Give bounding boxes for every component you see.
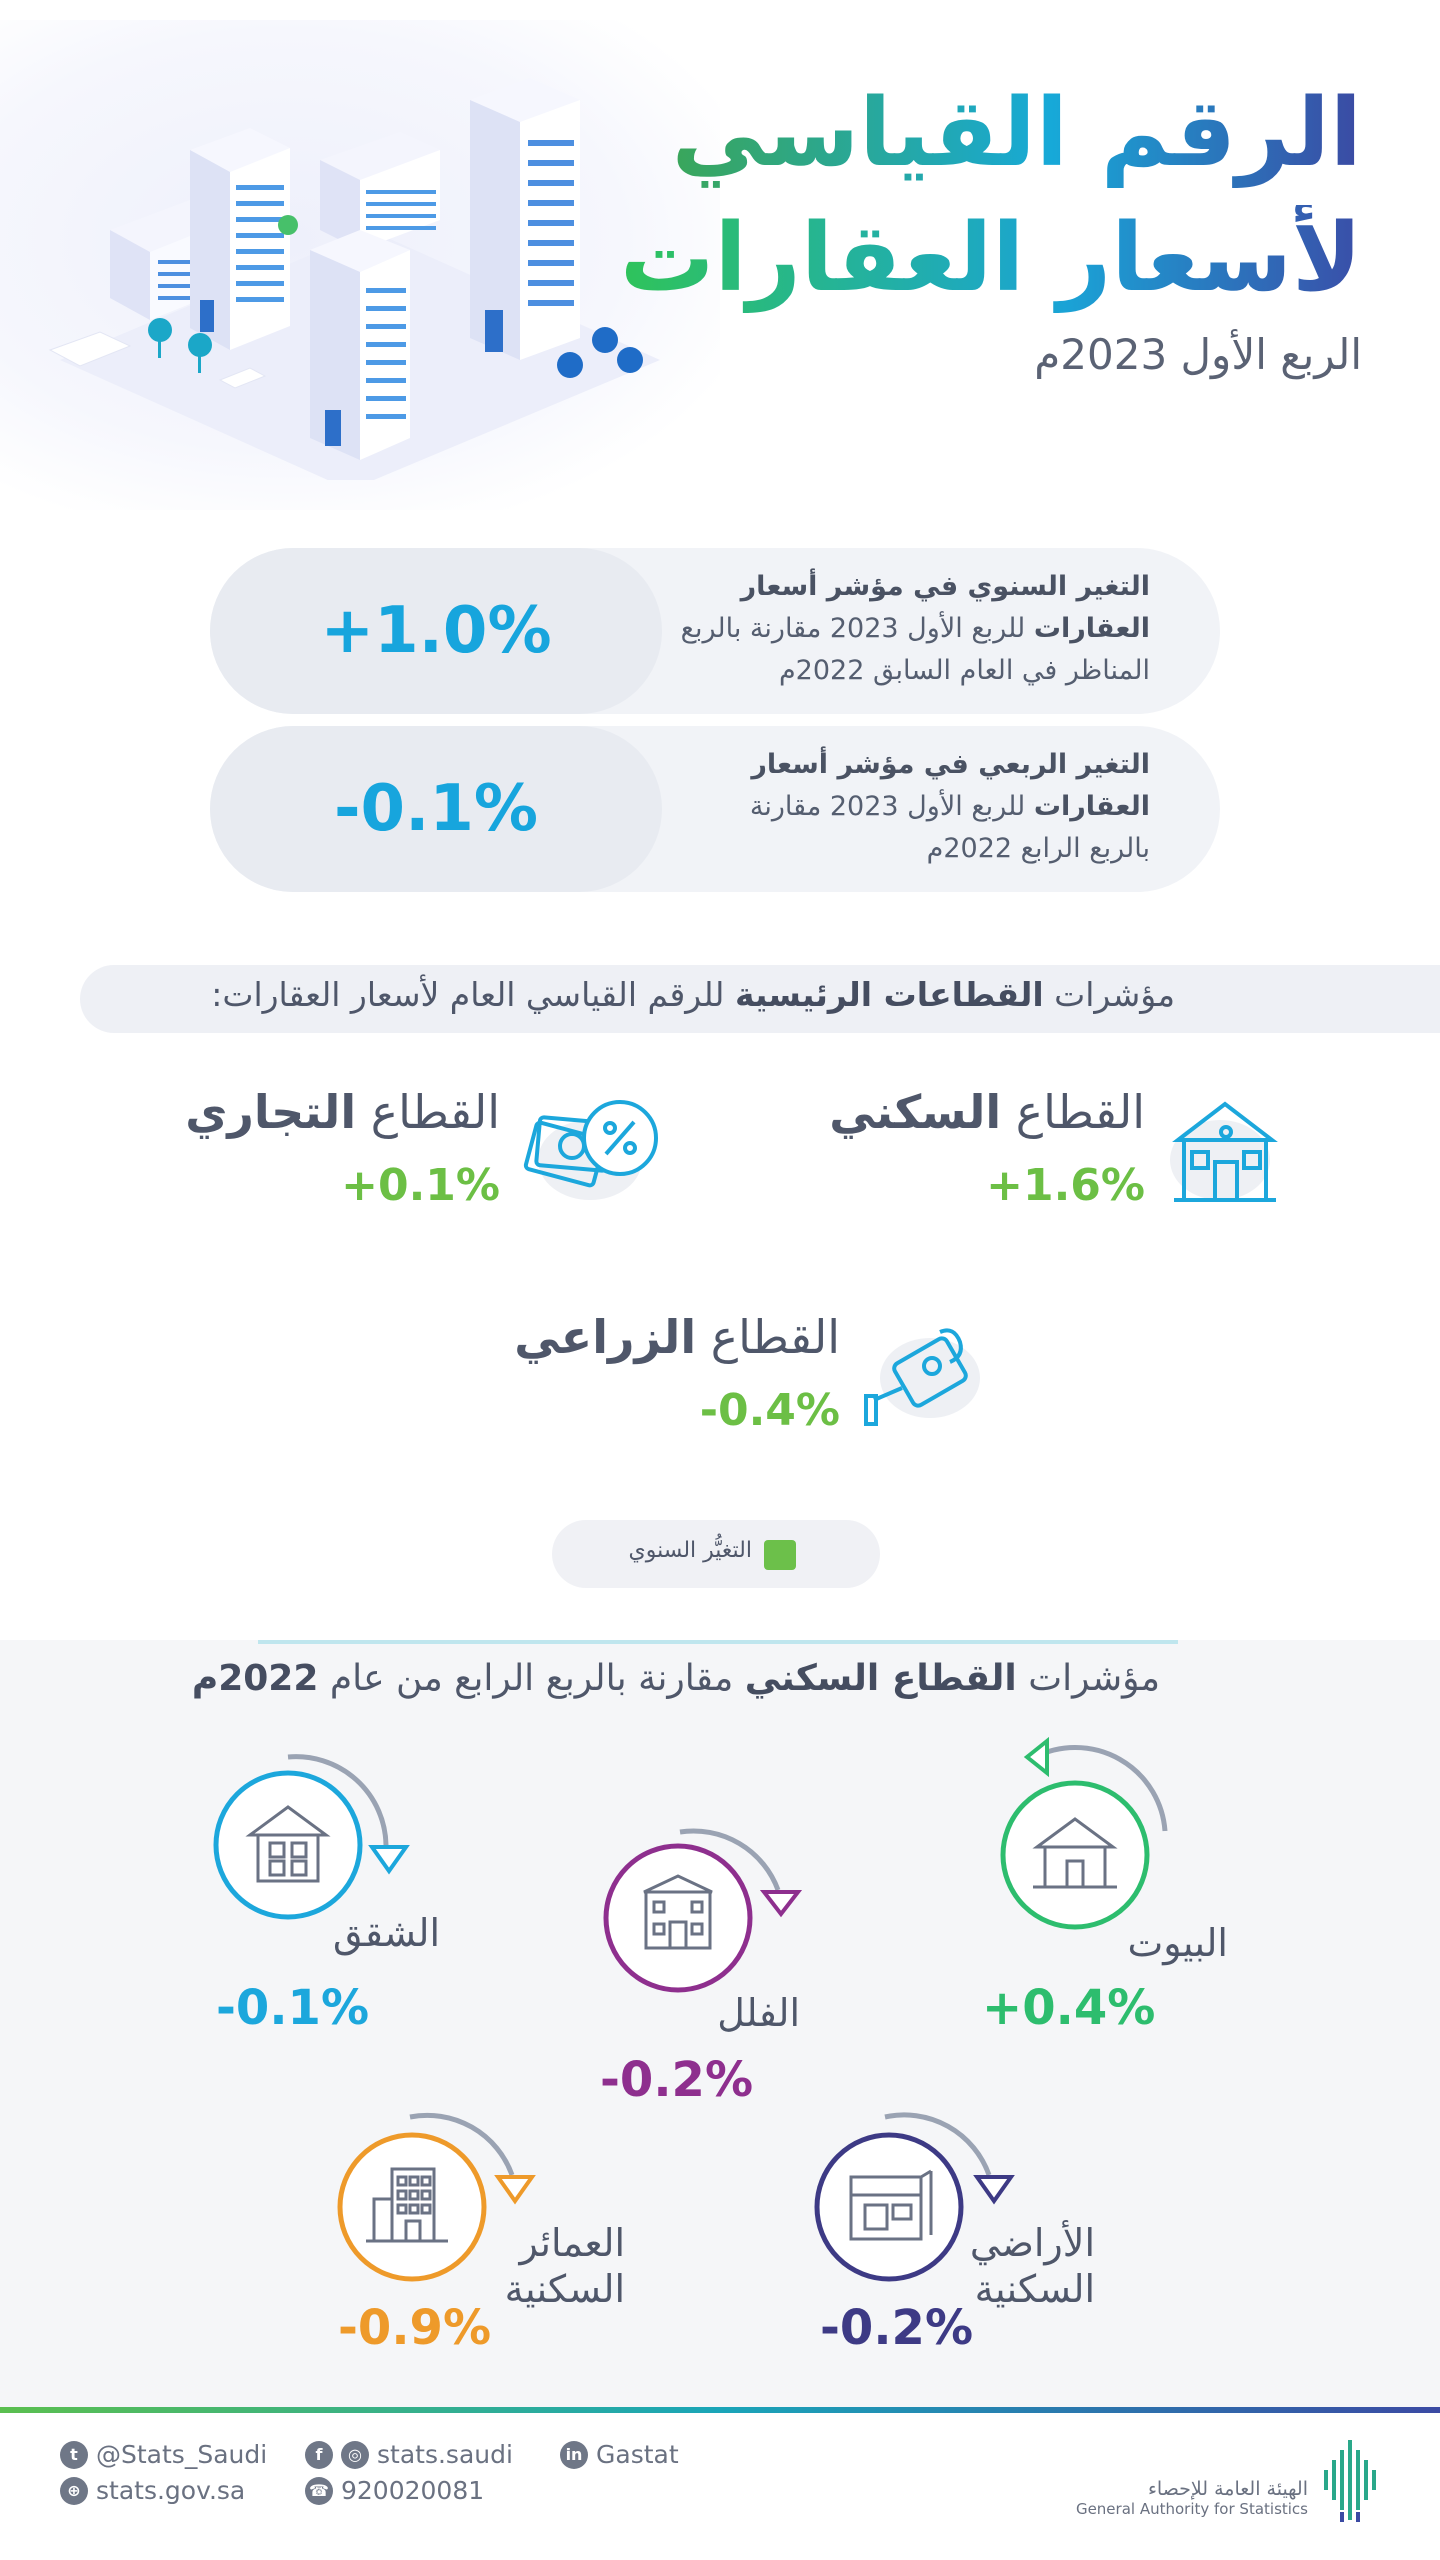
houses-label: البيوت — [1127, 1921, 1228, 1965]
sector-agricultural-value: -0.4% — [699, 1385, 840, 1436]
legend — [552, 1520, 880, 1588]
footer-social[interactable] — [305, 2440, 513, 2469]
footer-website[interactable] — [60, 2476, 245, 2505]
house-icon — [1160, 1090, 1290, 1210]
phone-icon: ☎ — [305, 2477, 333, 2505]
sector-agricultural-label: القطاع — [710, 1310, 840, 1364]
houses-value: +0.4% — [982, 1980, 1156, 2036]
facebook-icon: f — [305, 2441, 333, 2469]
gastat-logo-icon — [1318, 2440, 1388, 2530]
res-title-pre: مؤشرات — [1028, 1658, 1160, 1699]
apartments-label: الشقق — [333, 1911, 440, 1955]
subtitle-quarter: الربع الأول 2023م — [1034, 330, 1362, 379]
sectors-title — [211, 975, 1175, 1014]
quarterly-change-desc: للربع الأول 2023 مقارنة بالربع الرابع 2022م — [749, 791, 1150, 864]
residential-buildings-label-line2: السكنية — [504, 2267, 625, 2311]
footer-twitter[interactable] — [60, 2440, 267, 2469]
money-percent-icon — [520, 1090, 670, 1210]
footer-social-handle: stats.saudi — [377, 2440, 513, 2469]
hero-section — [0, 0, 1440, 520]
annual-change-title: التغير السنوي في مؤشر أسعار العقارات — [740, 571, 1150, 644]
sector-agricultural-name — [514, 1310, 840, 1364]
quarterly-change-value: -0.1% — [210, 726, 662, 892]
footer-twitter-handle: @Stats_Saudi — [96, 2440, 268, 2469]
villas-circle-icon — [600, 1810, 810, 2020]
sector-agricultural-label-bold: الزراعي — [514, 1310, 697, 1364]
footer-website-url: stats.gov.sa — [96, 2476, 246, 2505]
footer-phone-number: 920020081 — [341, 2476, 485, 2505]
main-title-line2: لأسعار العقارات — [620, 204, 1362, 313]
res-title-mid: مقارنة بالربع الرابع من عام — [329, 1658, 734, 1699]
footer-linkedin[interactable] — [560, 2440, 679, 2469]
apartments-value: -0.1% — [216, 1980, 370, 2036]
sector-residential-value: +1.6% — [986, 1160, 1145, 1211]
res-title-year: 2022م — [191, 1658, 319, 1699]
residential-land-label-line1: الأراضي — [969, 2221, 1095, 2265]
sector-commercial-label: القطاع — [370, 1085, 500, 1139]
residential-buildings-label — [505, 2220, 625, 2312]
sectors-title-post: للرقم القياسي العام لأسعار العقارات: — [211, 975, 725, 1014]
res-title-bold: القطاع السكني — [744, 1658, 1017, 1699]
sector-residential-name — [829, 1085, 1145, 1139]
annual-change-value: +1.0% — [210, 548, 662, 714]
villas-label: الفلل — [717, 1991, 800, 2035]
twitter-icon: t — [60, 2441, 88, 2469]
residential-land-value: -0.2% — [820, 2300, 974, 2356]
sector-residential-label: القطاع — [1015, 1085, 1145, 1139]
residential-buildings-label-line1: العمائر — [519, 2221, 625, 2265]
quarterly-change-card — [210, 726, 1220, 892]
footer-linkedin-handle: Gastat — [596, 2440, 679, 2469]
city-buildings-illustration — [40, 60, 680, 480]
villas-value: -0.2% — [600, 2052, 754, 2108]
sectors-title-bold: القطاعات الرئيسية — [734, 975, 1044, 1014]
globe-icon: ⊕ — [60, 2477, 88, 2505]
residential-land-label — [970, 2220, 1095, 2312]
annual-change-card — [210, 548, 1220, 714]
residential-land-label-line2: السكنية — [974, 2267, 1095, 2311]
legend-label: التغيُّر السنوي — [628, 1538, 752, 1563]
watering-can-icon — [860, 1318, 990, 1438]
org-name-english: General Authority for Statistics — [1075, 2500, 1308, 2518]
main-title-line1: الرقم القياسي — [671, 79, 1362, 188]
section-divider — [258, 1640, 1178, 1644]
sector-commercial-label-bold: التجاري — [185, 1085, 357, 1139]
legend-swatch — [764, 1540, 796, 1570]
annual-change-desc: للربع الأول 2023 مقارنة بالربع المناظر في العام السابق 2022م — [680, 613, 1150, 686]
org-name-arabic: الهيئة العامة للإحصاء — [1147, 2478, 1308, 2500]
quarterly-change-title: التغير الربعي في مؤشر أسعار العقارات — [751, 749, 1150, 822]
houses-circle-icon — [975, 1735, 1185, 1945]
sector-residential-label-bold: السكني — [829, 1085, 1002, 1139]
residential-buildings-value: -0.9% — [338, 2300, 492, 2356]
instagram-icon: ◎ — [341, 2441, 369, 2469]
annual-change-description — [680, 566, 1150, 692]
footer-gradient-line — [0, 2407, 1440, 2413]
linkedin-icon: in — [560, 2441, 588, 2469]
sectors-title-pre: مؤشرات — [1054, 975, 1175, 1014]
footer-phone[interactable] — [305, 2476, 484, 2505]
sector-commercial-name — [185, 1085, 500, 1139]
residential-indicators-title — [192, 1658, 1160, 1699]
quarterly-change-description — [730, 744, 1150, 870]
sector-commercial-value: +0.1% — [341, 1160, 500, 1211]
